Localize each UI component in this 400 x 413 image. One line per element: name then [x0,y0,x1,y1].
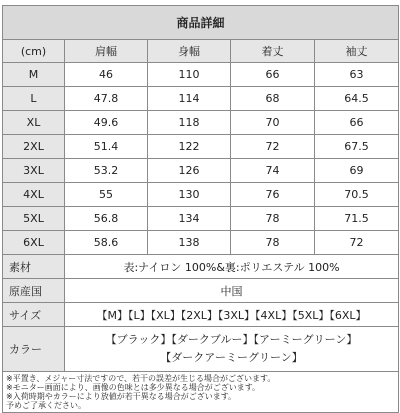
value-cell: 126 [148,159,231,183]
origin-label: 原産国 [3,279,65,303]
header-row [3,40,399,63]
note-line: ※入荷時期やカラーにより放値が若干異なる場合がございます。 [6,392,237,401]
size-cell: 5XL [3,207,65,231]
table-row [3,207,399,231]
col-header-sleeve: 袖丈 [315,40,399,63]
title-row [3,6,399,40]
value-cell: 118 [148,111,231,135]
size-cell: 6XL [3,231,65,255]
value-cell: 47.8 [65,87,148,111]
sizes-row [3,303,399,327]
unit-header: (cm) [3,40,65,63]
size-cell: 3XL [3,159,65,183]
value-cell: 67.5 [315,135,399,159]
sizes-value: 【M】【L】【XL】【2XL】【3XL】【4XL】【5XL】【6XL】 [65,303,399,327]
table-row [3,63,399,87]
note-line: ※モニター画面により、画像の色味とは多少異なる場合がございます。 [6,383,261,392]
value-cell: 72 [315,231,399,255]
value-cell: 72 [231,135,315,159]
size-table [2,5,399,413]
col-header-shoulder: 肩幅 [65,40,148,63]
col-header-chest: 身幅 [148,40,231,63]
size-cell: XL [3,111,65,135]
value-cell: 66 [231,63,315,87]
colors-line-1: 【ブラック】【ダークブルー】【アーミーグリーン】 [105,333,358,346]
value-cell: 46 [65,63,148,87]
value-cell: 63 [315,63,399,87]
value-cell: 114 [148,87,231,111]
material-value: 表:ナイロン 100%&裏:ポリエステル 100% [65,255,399,279]
notes-row [3,372,399,413]
table-title: 商品詳細 [3,6,399,40]
origin-value: 中国 [65,279,399,303]
value-cell: 122 [148,135,231,159]
value-cell: 56.8 [65,207,148,231]
colors-value [65,327,399,372]
note-line: ※平置き、メジャー寸法ですので、若干の誤差が生じる場合がございます。 [6,374,276,383]
value-cell: 70.5 [315,183,399,207]
table-row [3,183,399,207]
sizes-label: サイズ [3,303,65,327]
value-cell: 70 [231,111,315,135]
size-cell: 2XL [3,135,65,159]
table-row [3,87,399,111]
value-cell: 66 [315,111,399,135]
table-row [3,135,399,159]
col-header-length: 着丈 [231,40,315,63]
origin-row [3,279,399,303]
colors-line-2: 【ダークアーミーグリーン】 [160,351,303,364]
value-cell: 71.5 [315,207,399,231]
colors-row [3,327,399,372]
value-cell: 49.6 [65,111,148,135]
table-row [3,111,399,135]
size-cell: M [3,63,65,87]
value-cell: 134 [148,207,231,231]
notes-cell [3,372,399,413]
value-cell: 55 [65,183,148,207]
note-line: 予めご了承ください。 [6,401,86,410]
value-cell: 110 [148,63,231,87]
value-cell: 51.4 [65,135,148,159]
size-cell: L [3,87,65,111]
colors-label: カラー [3,327,65,372]
material-label: 素材 [3,255,65,279]
value-cell: 74 [231,159,315,183]
material-row [3,255,399,279]
product-detail-sheet [2,5,398,413]
value-cell: 78 [231,207,315,231]
size-cell: 4XL [3,183,65,207]
table-row [3,231,399,255]
value-cell: 69 [315,159,399,183]
value-cell: 130 [148,183,231,207]
value-cell: 58.6 [65,231,148,255]
table-row [3,159,399,183]
value-cell: 76 [231,183,315,207]
value-cell: 78 [231,231,315,255]
value-cell: 64.5 [315,87,399,111]
value-cell: 53.2 [65,159,148,183]
value-cell: 138 [148,231,231,255]
value-cell: 68 [231,87,315,111]
